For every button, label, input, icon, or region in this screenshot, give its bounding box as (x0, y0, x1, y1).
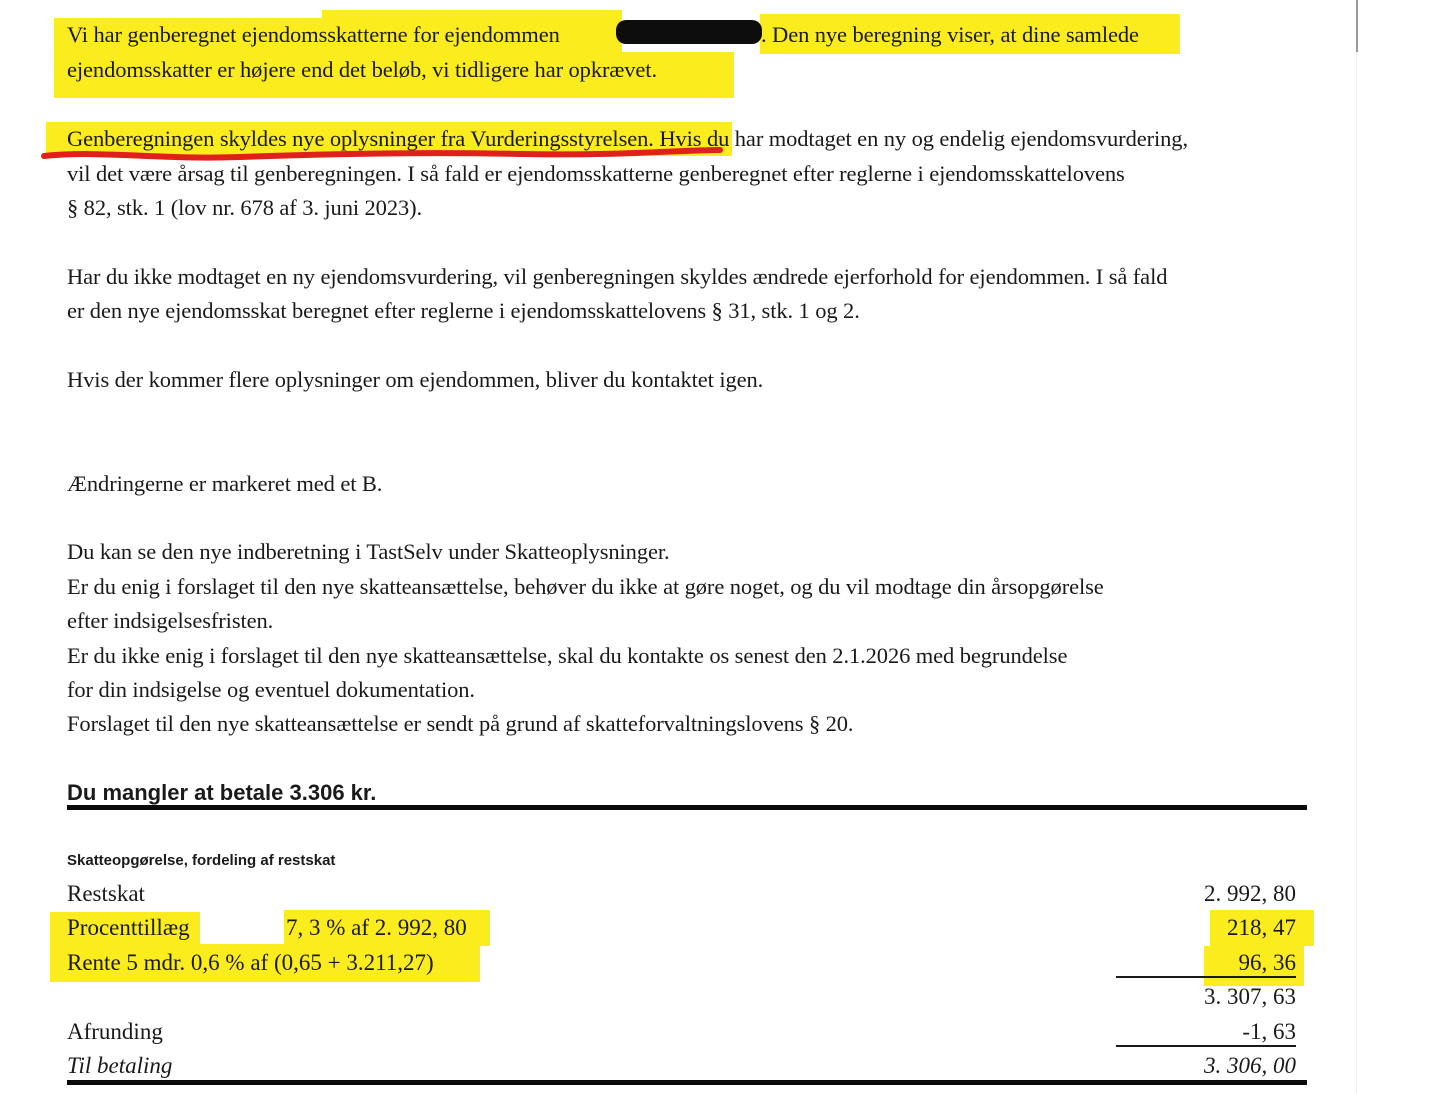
p3-line1: Har du ikke modtaget en ny ejendomsvurdering, vil genberegningen skyldes ændrede ejerforhold for ejendommen. I så fald (67, 264, 1168, 289)
row-procenttillaeg-detail: 7, 3 % af 2. 992, 80 (286, 915, 467, 940)
row-afrunding-value: -1, 63 (1242, 1019, 1296, 1044)
p1-line2: ejendomsskatter er højere end det beløb, vi tidligere har opkrævet. (67, 57, 657, 82)
row-subtotal-value: 3. 307, 63 (1204, 984, 1296, 1009)
row-til-betaling-label: Til betaling (67, 1053, 173, 1078)
p2-line2: vil det være årsag til genberegningen. I så fald er ejendomsskatterne genberegnet efter reglerne i ejendomsskattelovens (67, 161, 1125, 186)
page-edge-marker (1356, 0, 1358, 52)
p4: Hvis der kommer flere oplysninger om ejendommen, bliver du kontaktet igen. (67, 367, 764, 392)
heading-rule (67, 805, 1307, 810)
row-restskat-value: 2. 992, 80 (1204, 881, 1296, 906)
p6-line1: Du kan se den nye indberetning i TastSelv under Skatteoplysninger. (67, 539, 670, 564)
row-rente-value: 96, 36 (1238, 950, 1296, 975)
p3-line2: er den nye ejendomsskat beregnet efter reglerne i ejendomsskattelovens § 31, stk. 1 og 2. (67, 298, 860, 323)
bottom-rule (67, 1080, 1307, 1085)
p6-line2: Er du enig i forslaget til den nye skatteansættelse, behøver du ikke at gøre noget, og du vil modtage din årsopgørelse (67, 574, 1104, 599)
p6-line6: Forslaget til den nye skatteansættelse er sendt på grund af skatteforvaltningslovens § 20. (67, 711, 854, 736)
p2-line3: § 82, stk. 1 (lov nr. 678 af 3. juni 2023). (67, 195, 423, 220)
p2-highlighted-sentence: Genberegningen skyldes nye oplysninger fra Vurderingsstyrelsen. (67, 126, 654, 151)
p1-line1a: Vi har genberegnet ejendomsskatterne for ejendommen (67, 22, 560, 47)
total-rule (1116, 1045, 1296, 1047)
row-restskat-label: Restskat (67, 881, 145, 906)
p2-line1 (67, 124, 1188, 154)
p5: Ændringerne er markeret med et B. (67, 471, 383, 496)
row-rente-label: Rente 5 mdr. 0,6 % af (0,65 + 3.211,27) (67, 950, 434, 975)
p6-line5: for din indsigelse og eventuel dokumentation. (67, 677, 475, 702)
summary-heading: Du mangler at betale 3.306 kr. (67, 780, 377, 805)
table-title: Skatteopgørelse, fordeling af restskat (67, 852, 336, 869)
page-edge (1356, 0, 1357, 1093)
row-til-betaling-value: 3. 306, 00 (1204, 1053, 1296, 1078)
p6-line3: efter indsigelsesfristen. (67, 608, 274, 633)
p1-line1b: . Den nye beregning viser, at dine samlede (761, 22, 1139, 47)
redaction-address (616, 20, 762, 44)
row-procenttillaeg-label: Procenttillæg (67, 915, 190, 940)
p6-line4: Er du ikke enig i forslaget til den nye skatteansættelse, skal du kontakte os senest den 2.1.2026 med begrundelse (67, 643, 1068, 668)
row-afrunding-label: Afrunding (67, 1019, 163, 1044)
row-procenttillaeg-value: 218, 47 (1227, 915, 1296, 940)
subtotal-rule (1116, 976, 1296, 978)
p2-line1-rest: Hvis du har modtaget en ny og endelig ejendomsvurdering, (653, 126, 1188, 151)
